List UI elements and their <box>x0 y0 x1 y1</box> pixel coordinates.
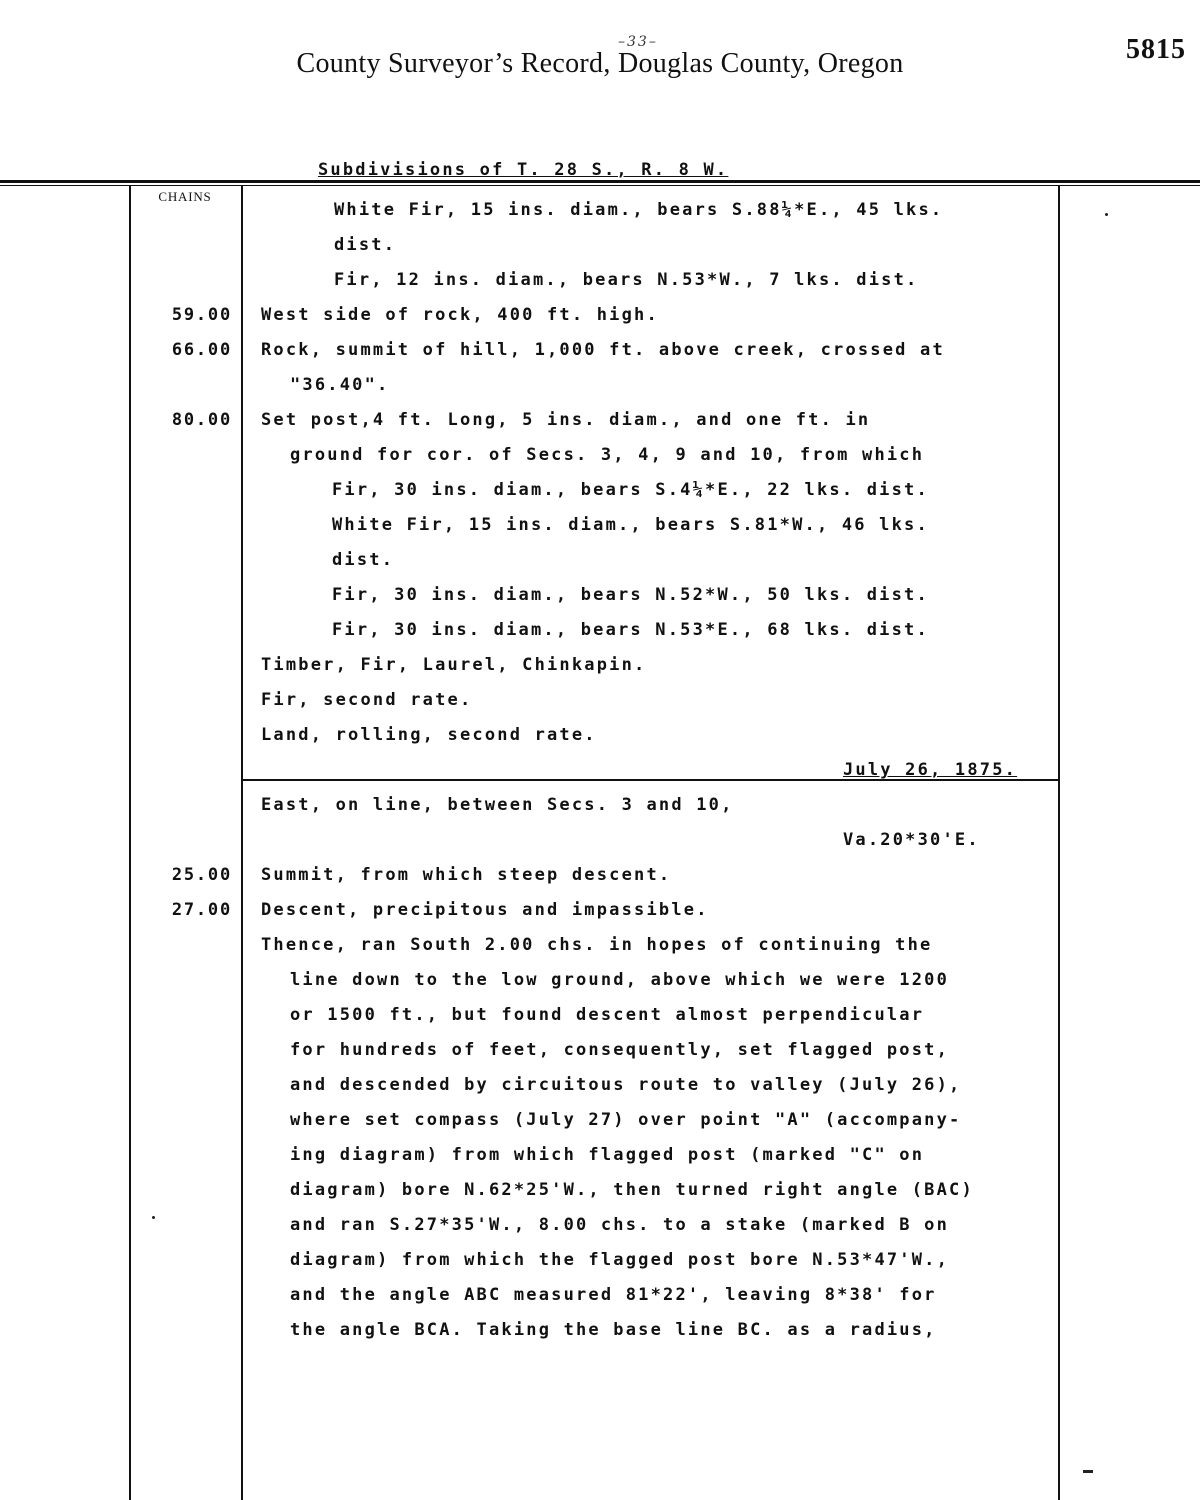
entry-line: dist. <box>332 550 395 570</box>
entry-line: Fir, 30 ins. diam., bears S.4¼*E., 22 lks. dist. <box>332 480 929 500</box>
entry-line: diagram) bore N.62*25'W., then turned right angle (BAC) <box>290 1180 974 1200</box>
entry-line: "36.40". <box>290 375 390 395</box>
entry-line: Fir, 12 ins. diam., bears N.53*W., 7 lks. dist. <box>334 270 919 290</box>
entry-line: Fir, 30 ins. diam., bears N.53*E., 68 lks. dist. <box>332 620 929 640</box>
entry-line: Rock, summit of hill, 1,000 ft. above creek, crossed at <box>261 340 945 360</box>
page-number: 5815 <box>1126 34 1186 65</box>
entry-line: Fir, second rate. <box>261 690 473 710</box>
handwritten-page-annotation: –33– <box>618 34 658 50</box>
entry-line: White Fir, 15 ins. diam., bears S.88¼*E., 45 lks. <box>334 200 944 220</box>
chains-value: 25.00 <box>171 865 232 885</box>
page-title: County Surveyor’s Record, Douglas County, Oregon <box>296 48 904 79</box>
chains-column-left-rule <box>129 186 131 1500</box>
entry-line: dist. <box>334 235 397 255</box>
description-column-right-rule <box>1058 186 1060 1500</box>
chains-value: 59.00 <box>171 305 232 325</box>
entry-line: and the angle ABC measured 81*22', leaving 8*38' for <box>290 1285 937 1305</box>
entry-line: ground for cor. of Secs. 3, 4, 9 and 10, from which <box>290 445 925 465</box>
entry-line: or 1500 ft., but found descent almost perpendicular <box>290 1005 925 1025</box>
entry-line: Land, rolling, second rate. <box>261 725 597 745</box>
entry-line: diagram) from which the flagged post bore N.53*47'W., <box>290 1250 950 1270</box>
chains-value: 80.00 <box>171 410 232 430</box>
entry-line: Descent, precipitous and impassible. <box>261 900 709 920</box>
variation-value: Va.20*30'E. <box>843 830 980 850</box>
entry-date: July 26, 1875. <box>843 760 1018 780</box>
chains-column-right-rule <box>241 186 243 1500</box>
entry-line: Fir, 30 ins. diam., bears N.52*W., 50 lks. dist. <box>332 585 929 605</box>
chains-column-header: CHAINS <box>158 189 212 204</box>
entry-line: where set compass (July 27) over point "A" (accompany- <box>290 1110 962 1130</box>
scan-speck <box>152 1216 155 1219</box>
entry-line: and descended by circuitous route to valley (July 26), <box>290 1075 962 1095</box>
scan-speck <box>1083 1470 1093 1473</box>
entry-line: White Fir, 15 ins. diam., bears S.81*W., 46 lks. <box>332 515 929 535</box>
scan-speck <box>1105 213 1108 216</box>
entry-line: the angle BCA. Taking the base line BC. as a radius, <box>290 1320 937 1340</box>
chains-value: 66.00 <box>171 340 232 360</box>
entry-line: for hundreds of feet, consequently, set flagged post, <box>290 1040 950 1060</box>
entry-line: Timber, Fir, Laurel, Chinkapin. <box>261 655 647 675</box>
entry-line: ing diagram) from which flagged post (marked "C" on <box>290 1145 925 1165</box>
entry-line: West side of rock, 400 ft. high. <box>261 305 659 325</box>
table-top-rule-thin <box>0 185 1200 186</box>
entry-line: Set post,4 ft. Long, 5 ins. diam., and one ft. in <box>261 410 871 430</box>
table-subheading: Subdivisions of T. 28 S., R. 8 W. <box>318 160 729 180</box>
entry-line: East, on line, between Secs. 3 and 10, <box>261 795 734 815</box>
entry-line: and ran S.27*35'W., 8.00 chs. to a stake (marked B on <box>290 1215 950 1235</box>
entry-line: Summit, from which steep descent. <box>261 865 672 885</box>
entry-line: Thence, ran South 2.00 chs. in hopes of continuing the <box>261 935 933 955</box>
entry-line: line down to the low ground, above which we were 1200 <box>290 970 950 990</box>
table-top-rule <box>0 180 1200 183</box>
chains-value: 27.00 <box>171 900 232 920</box>
